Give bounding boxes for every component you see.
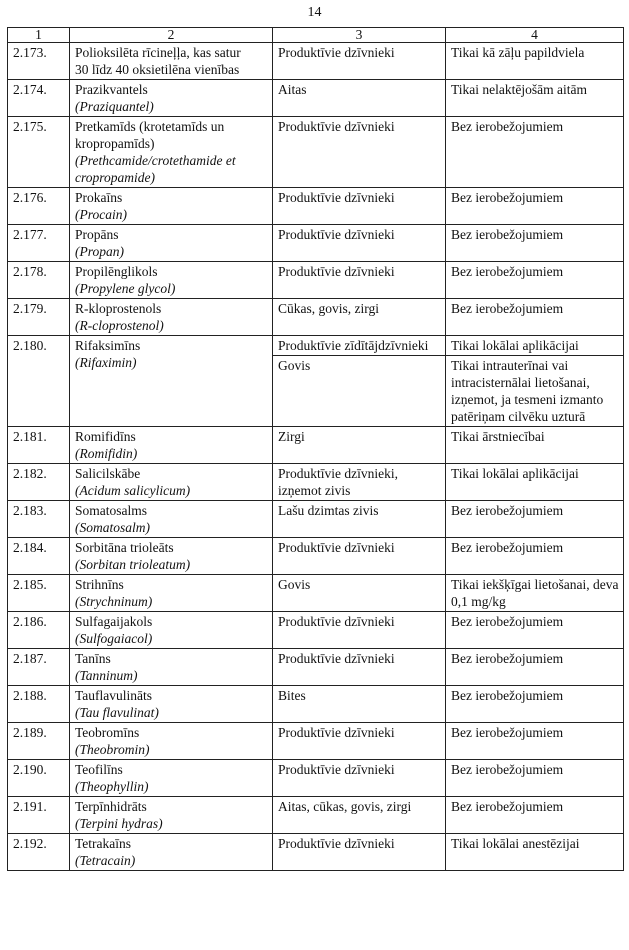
substance-name: Terpīnhidrāts <box>75 799 147 814</box>
substance-name: Salicilskābe <box>75 466 141 481</box>
substance-name: Pretkamīds (krotetamīds un kropropamīds) <box>75 119 225 151</box>
substance-name: Somatosalms <box>75 503 148 518</box>
table-row <box>8 188 624 225</box>
table-row <box>8 464 624 501</box>
table-row <box>8 299 624 336</box>
substance-latin-name: (R-cloprostenol) <box>75 318 164 333</box>
substance-name: Tauflavulināts <box>75 688 153 703</box>
substance-name: Propilēnglikols <box>75 264 158 279</box>
other-provisions: Bez ierobežojumiem <box>446 612 624 649</box>
substance-name: Tanīns <box>75 651 111 666</box>
substance-latin-name: (Praziquantel) <box>75 99 154 114</box>
other-provisions: Tikai ārstniecībai <box>446 427 624 464</box>
substance-latin-name: (Propylene glycol) <box>75 281 176 296</box>
table-row <box>8 538 624 575</box>
row-number: 2.185. <box>8 575 70 612</box>
row-number: 2.176. <box>8 188 70 225</box>
substance-cell <box>70 575 273 612</box>
row-number: 2.181. <box>8 427 70 464</box>
column-header-2: 2 <box>70 28 273 43</box>
table-row <box>8 612 624 649</box>
row-number: 2.190. <box>8 760 70 797</box>
row-number: 2.179. <box>8 299 70 336</box>
target-species: Produktīvie dzīvnieki <box>273 225 446 262</box>
substance-latin-name: (Rifaximin) <box>75 355 137 370</box>
target-species: Produktīvie dzīvnieki <box>273 612 446 649</box>
table-row <box>8 686 624 723</box>
row-number: 2.191. <box>8 797 70 834</box>
other-provisions: Bez ierobežojumiem <box>446 723 624 760</box>
substance-latin-name: (Procain) <box>75 207 127 222</box>
substance-cell <box>70 80 273 117</box>
substance-latin-name: (Theophyllin) <box>75 779 149 794</box>
substance-name-continued: 30 līdz 40 oksietilēna vienības <box>75 62 240 77</box>
substance-name: Sorbitāna trioleāts <box>75 540 174 555</box>
target-species: Produktīvie dzīvnieki <box>273 723 446 760</box>
substance-name: Rifaksimīns <box>75 338 141 353</box>
substance-cell <box>70 686 273 723</box>
target-species: Aitas, cūkas, govis, zirgi <box>273 797 446 834</box>
substance-cell <box>70 336 273 427</box>
target-species: Produktīvie dzīvnieki <box>273 649 446 686</box>
substance-latin-name: (Propan) <box>75 244 124 259</box>
table-row <box>8 262 624 299</box>
substance-name: Prokaīns <box>75 190 123 205</box>
row-number: 2.184. <box>8 538 70 575</box>
other-provisions: Tikai lokālai aplikācijai <box>446 464 624 501</box>
row-number: 2.183. <box>8 501 70 538</box>
table-row <box>8 834 624 871</box>
substance-cell <box>70 834 273 871</box>
substance-cell <box>70 723 273 760</box>
row-number: 2.175. <box>8 117 70 188</box>
column-header-1: 1 <box>8 28 70 43</box>
table-row <box>8 649 624 686</box>
other-provisions: Bez ierobežojumiem <box>446 225 624 262</box>
other-provisions: Tikai iekšķīgai lietošanai, deva 0,1 mg/kg <box>446 575 624 612</box>
other-provisions: Tikai intrauterīnai vai intracisternālai lietošanai, izņemot, ja tesmeni izmanto patēriņam cilvēku uzturā <box>446 356 624 427</box>
substance-latin-name: (Sulfogaiacol) <box>75 631 153 646</box>
substance-name: R-kloprostenols <box>75 301 162 316</box>
other-provisions: Bez ierobežojumiem <box>446 262 624 299</box>
table-header-row <box>8 28 624 43</box>
target-species: Produktīvie dzīvnieki <box>273 117 446 188</box>
target-species: Govis <box>273 356 446 427</box>
row-number: 2.182. <box>8 464 70 501</box>
substance-cell <box>70 427 273 464</box>
target-species: Cūkas, govis, zirgi <box>273 299 446 336</box>
substance-latin-name: (Tanninum) <box>75 668 138 683</box>
substance-latin-name: (Terpini hydras) <box>75 816 163 831</box>
target-species: Produktīvie dzīvnieki <box>273 834 446 871</box>
other-provisions: Tikai nelaktējošām aitām <box>446 80 624 117</box>
table-row <box>8 225 624 262</box>
substance-cell <box>70 501 273 538</box>
substance-cell <box>70 225 273 262</box>
target-species: Zirgi <box>273 427 446 464</box>
other-provisions: Bez ierobežojumiem <box>446 797 624 834</box>
table-row <box>8 336 624 356</box>
substance-cell <box>70 649 273 686</box>
substance-cell <box>70 612 273 649</box>
substance-name: Teobromīns <box>75 725 140 740</box>
row-number: 2.186. <box>8 612 70 649</box>
row-number: 2.174. <box>8 80 70 117</box>
column-header-3: 3 <box>273 28 446 43</box>
substance-cell <box>70 464 273 501</box>
substance-name: Romifidīns <box>75 429 136 444</box>
table-body <box>8 28 624 871</box>
other-provisions: Bez ierobežojumiem <box>446 299 624 336</box>
other-provisions: Tikai lokālai aplikācijai <box>446 336 624 356</box>
row-number: 2.177. <box>8 225 70 262</box>
substance-cell <box>70 538 273 575</box>
target-species: Lašu dzimtas zivis <box>273 501 446 538</box>
other-provisions: Tikai kā zāļu papildviela <box>446 43 624 80</box>
row-number: 2.178. <box>8 262 70 299</box>
table-row <box>8 760 624 797</box>
other-provisions: Bez ierobežojumiem <box>446 538 624 575</box>
table-row <box>8 117 624 188</box>
row-number: 2.192. <box>8 834 70 871</box>
substance-name: Polioksilēta rīcineļļa, kas satur <box>75 45 241 60</box>
substance-name: Sulfagaijakols <box>75 614 153 629</box>
other-provisions: Bez ierobežojumiem <box>446 117 624 188</box>
table-row <box>8 575 624 612</box>
substance-latin-name: (Prethcamide/crotethamide et cropropamide) <box>75 153 236 185</box>
table-row <box>8 797 624 834</box>
table-row <box>8 427 624 464</box>
column-header-4: 4 <box>446 28 624 43</box>
other-provisions: Bez ierobežojumiem <box>446 188 624 225</box>
target-species: Produktīvie zīdītājdzīvnieki <box>273 336 446 356</box>
target-species: Govis <box>273 575 446 612</box>
table-row <box>8 501 624 538</box>
other-provisions: Bez ierobežojumiem <box>446 686 624 723</box>
other-provisions: Bez ierobežojumiem <box>446 501 624 538</box>
substance-name: Prazikvantels <box>75 82 148 97</box>
substance-name: Tetrakaīns <box>75 836 132 851</box>
substance-cell <box>70 117 273 188</box>
other-provisions: Bez ierobežojumiem <box>446 649 624 686</box>
substance-latin-name: (Tetracain) <box>75 853 136 868</box>
target-species: Produktīvie dzīvnieki <box>273 262 446 299</box>
substance-cell <box>70 43 273 80</box>
substance-name: Teofilīns <box>75 762 123 777</box>
target-species: Produktīvie dzīvnieki <box>273 538 446 575</box>
substance-cell <box>70 797 273 834</box>
row-number: 2.187. <box>8 649 70 686</box>
table-row <box>8 43 624 80</box>
substance-latin-name: (Romifidin) <box>75 446 138 461</box>
row-number: 2.189. <box>8 723 70 760</box>
substance-name: Propāns <box>75 227 119 242</box>
target-species: Aitas <box>273 80 446 117</box>
row-number: 2.188. <box>8 686 70 723</box>
target-species: Produktīvie dzīvnieki, izņemot zivis <box>273 464 446 501</box>
page-number: 14 <box>307 5 322 20</box>
substances-table <box>7 27 624 871</box>
other-provisions: Bez ierobežojumiem <box>446 760 624 797</box>
other-provisions: Tikai lokālai anestēzijai <box>446 834 624 871</box>
target-species: Produktīvie dzīvnieki <box>273 760 446 797</box>
substance-cell <box>70 188 273 225</box>
substance-latin-name: (Acidum salicylicum) <box>75 483 191 498</box>
target-species: Bites <box>273 686 446 723</box>
substance-latin-name: (Somatosalm) <box>75 520 150 535</box>
row-number: 2.180. <box>8 336 70 427</box>
target-species: Produktīvie dzīvnieki <box>273 43 446 80</box>
substance-cell <box>70 760 273 797</box>
row-number: 2.173. <box>8 43 70 80</box>
table-row <box>8 723 624 760</box>
substance-latin-name: (Tau flavulinat) <box>75 705 159 720</box>
substance-latin-name: (Theobromin) <box>75 742 150 757</box>
substance-name: Strihnīns <box>75 577 124 592</box>
target-species: Produktīvie dzīvnieki <box>273 188 446 225</box>
substance-latin-name: (Sorbitan trioleatum) <box>75 557 191 572</box>
substance-latin-name: (Strychninum) <box>75 594 153 609</box>
substance-cell <box>70 299 273 336</box>
substance-cell <box>70 262 273 299</box>
table-row <box>8 80 624 117</box>
